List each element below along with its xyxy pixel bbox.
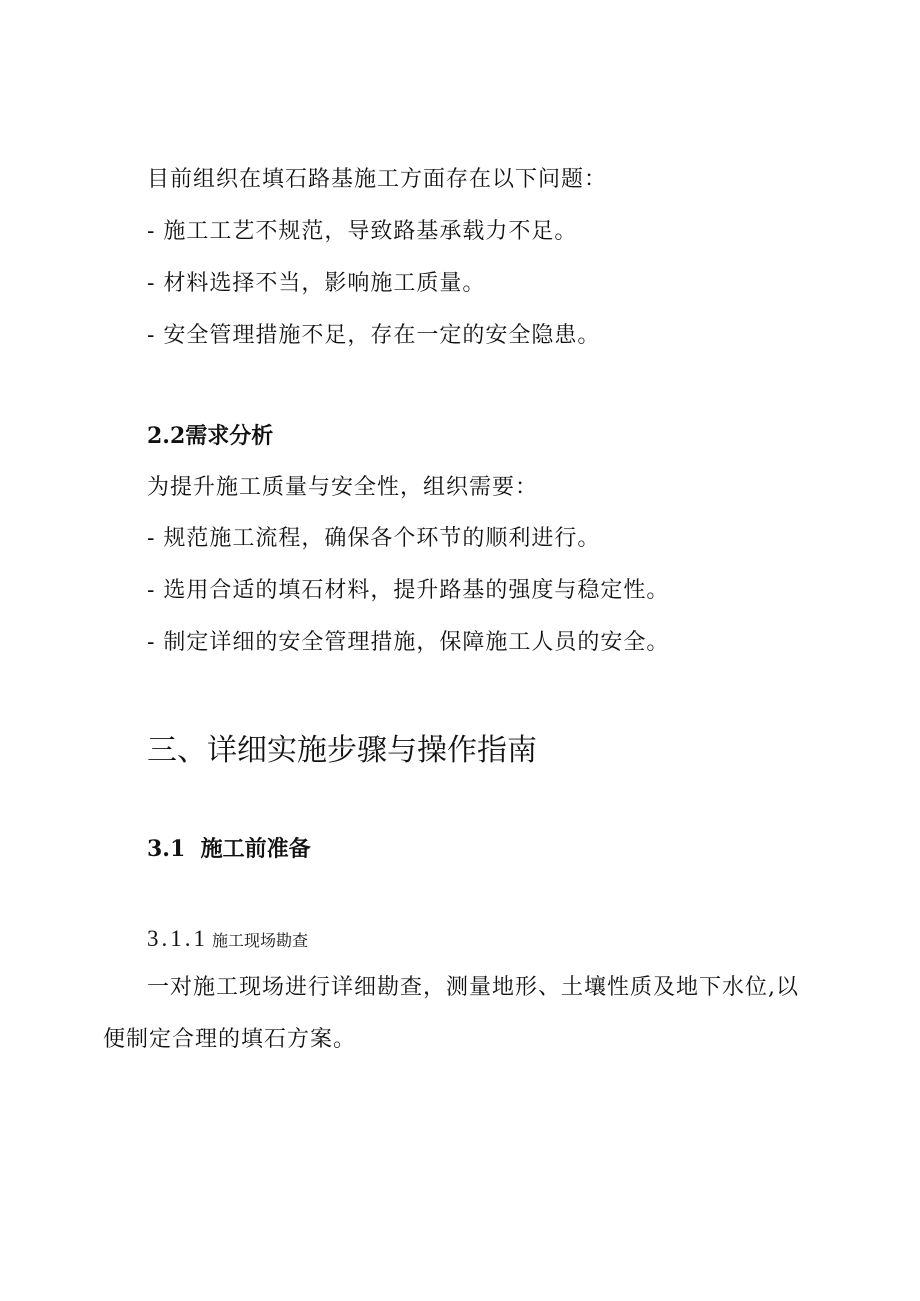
subsection-3-1-1-paragraph: 一对施工现场进行详细勘查，测量地形、土壤性质及地下水位,以便制定合理的填石方案。: [103, 975, 799, 1052]
list-item: - 施工工艺不规范，导致路基承载力不足。: [147, 219, 578, 244]
list-item: - 选用合适的填石材料，提升路基的强度与稳定性。: [147, 578, 670, 603]
list-item: - 制定详细的安全管理措施，保障施工人员的安全。: [147, 630, 670, 655]
chapter-heading-3: 三、详细实施步骤与操作指南: [147, 733, 537, 768]
list-item: - 材料选择不当，影响施工质量。: [147, 271, 486, 296]
section-2-1-intro: 目前组织在填石路基施工方面存在以下问题：: [147, 167, 608, 192]
list-item: - 规范施工流程，确保各个环节的顺利进行。: [147, 526, 601, 551]
section-2-2-intro: 为提升施工质量与安全性，组织需要：: [147, 475, 539, 500]
subsection-number: 3.1.1: [147, 926, 208, 951]
section-heading-3-1: 3.1 施工前准备: [147, 836, 311, 862]
list-item: - 安全管理措施不足，存在一定的安全隐患。: [147, 323, 601, 348]
subsection-heading-3-1-1: [147, 926, 308, 952]
subsection-title: 施工现场勘查: [212, 931, 309, 950]
section-heading-2-2: 2.2需求分析: [147, 423, 274, 449]
